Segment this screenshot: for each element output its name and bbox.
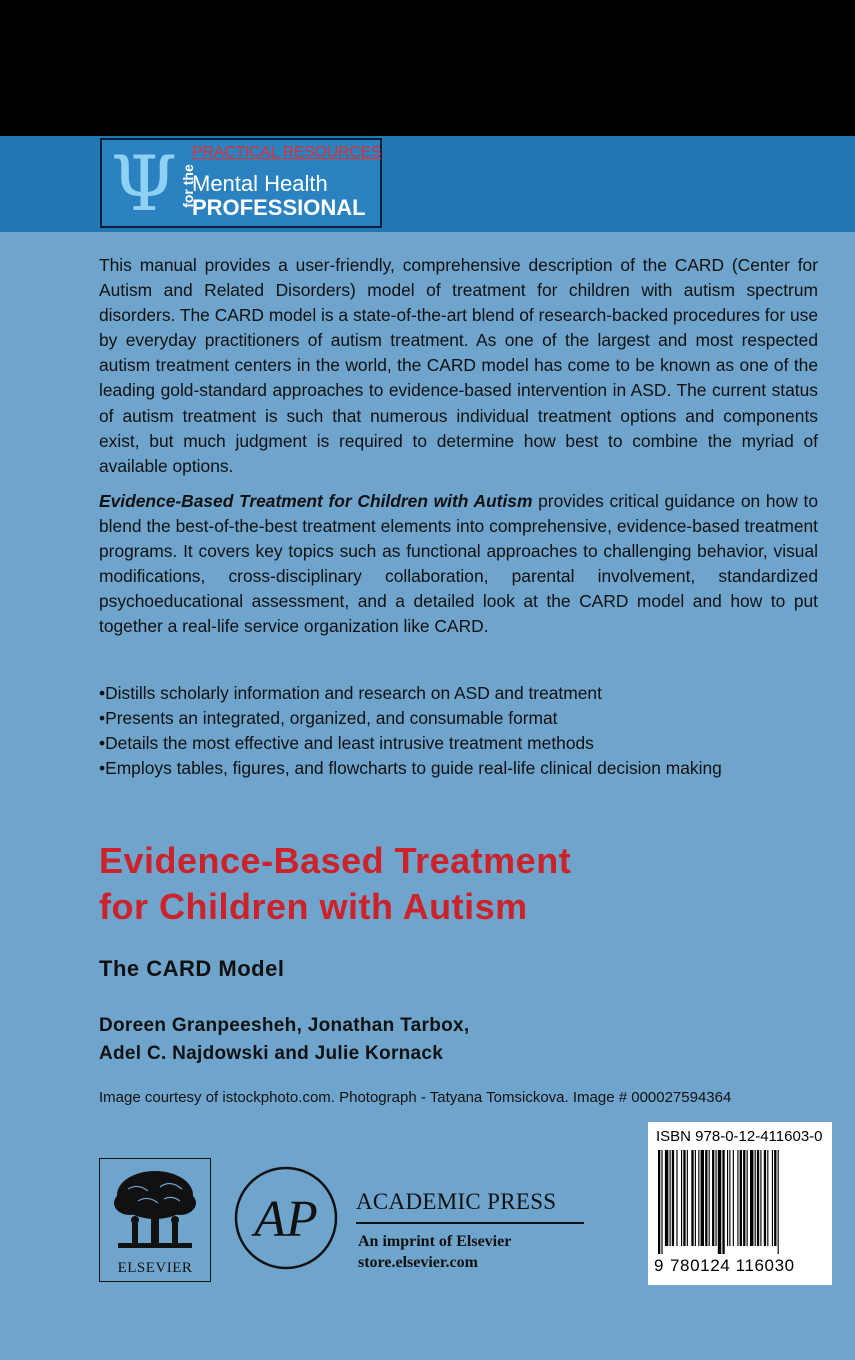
barcode-bar [764, 1150, 766, 1246]
barcode-bar [767, 1150, 768, 1246]
barcode-bar [661, 1150, 662, 1254]
book-title-line-2: for Children with Autism [99, 886, 528, 927]
elsevier-logo [99, 1158, 211, 1282]
barcode-bar [695, 1150, 696, 1246]
publisher-divider [356, 1222, 584, 1224]
barcode-bar [698, 1150, 699, 1246]
barcode-bar [718, 1150, 721, 1254]
barcode-lead-digit: 9 [654, 1256, 664, 1275]
barcode-bar [760, 1150, 761, 1246]
isbn-barcode [648, 1122, 832, 1285]
barcode-bar [737, 1150, 738, 1246]
elsevier-tree-icon [108, 1165, 202, 1257]
barcode-bar [716, 1150, 717, 1246]
publisher-website: store.elsevier.com [358, 1254, 478, 1271]
barcode-bar [670, 1150, 671, 1246]
top-black-band [0, 0, 855, 136]
description-paragraph-2-text: provides critical guidance on how to blend the best-of-the-best treatment elements into comprehensive, evidence-based treatment programs. It covers key topics such as functional approaches to challenging behavior, visual modifications, cross-disciplinary collaboration, parental involvement, standardized psychoeducational assessment, and a detailed look at the CARD model and how to put together a real-life service organization like CARD. [99, 491, 818, 637]
authors-line-1: Doreen Granpeesheh, Jonathan Tarbox, [99, 1015, 470, 1036]
publisher-imprint: An imprint of Elsevier [358, 1233, 512, 1250]
barcode-bar [755, 1150, 756, 1246]
series-professional: PROFESSIONAL [192, 195, 366, 220]
feature-list [99, 681, 829, 781]
barcode-bar [687, 1150, 688, 1246]
series-practical-resources: PRACTICAL RESOURCES [192, 144, 382, 161]
barcode-bar [672, 1150, 674, 1246]
book-title-inline: Evidence-Based Treatment for Children with Autism [99, 491, 533, 511]
feature-item: •Details the most effective and least intrusive treatment methods [99, 733, 594, 754]
barcode-bar [740, 1150, 742, 1246]
barcode-bar [757, 1150, 759, 1246]
academic-press-logo [232, 1164, 340, 1272]
barcode-bar [701, 1150, 704, 1246]
barcode-bar [774, 1150, 776, 1246]
barcode-bar [747, 1150, 748, 1246]
barcode-bar [722, 1150, 724, 1254]
series-for-the: for the [180, 164, 196, 208]
series-logo [100, 138, 382, 228]
barcode-bar [665, 1150, 668, 1246]
barcode-bars [656, 1150, 824, 1254]
feature-item: •Distills scholarly information and research on ASD and treatment [99, 683, 602, 703]
feature-item: •Employs tables, figures, and flowcharts to guide real-life clinical decision making [99, 758, 722, 779]
barcode-bar [750, 1150, 753, 1246]
book-authors [99, 1012, 619, 1068]
description-paragraph-2 [99, 489, 818, 640]
elsevier-wordmark: ELSEVIER [117, 1260, 193, 1276]
book-title [99, 838, 839, 930]
authors-line-2: Adel C. Najdowski and Julie Kornack [99, 1043, 444, 1064]
barcode-bar [705, 1150, 707, 1246]
barcode-bar [691, 1150, 693, 1246]
isbn-label: ISBN 978-0-12-411603-0 [656, 1128, 823, 1145]
barcode-bar [712, 1150, 714, 1246]
book-subtitle: The CARD Model [99, 956, 285, 981]
description-paragraph-1: This manual provides a user-friendly, comprehensive description of the CARD (Center for Autism and Related Disorders) model of treatment for children with autism spectrum disorders. The CARD model is a state-of-the-art blend of research-backed procedures for use by everyday practitioners of autism treatment. As one of the largest and most respected autism treatment centers in the world, the CARD model has come to be known as one of the leading gold-standard approaches to evidence-based intervention in ASD. The current status of autism treatment is such that numerous individual treatment options and components exist, but much judgment is required to determine how best to combine the myriad of available options. [99, 255, 818, 476]
barcode-bar [727, 1150, 728, 1246]
ap-monogram: AP [254, 1191, 318, 1248]
feature-item: •Presents an integrated, organized, and consumable format [99, 708, 558, 729]
barcode-bar [683, 1150, 685, 1246]
barcode-bar [681, 1150, 682, 1246]
barcode-bar [743, 1150, 745, 1246]
barcode-bar [772, 1150, 773, 1246]
psi-icon: Ψ [110, 139, 178, 228]
image-credit: Image courtesy of istockphoto.com. Photograph - Tatyana Tomsickova. Image # 000027594364 [99, 1089, 732, 1106]
book-title-line-1: Evidence-Based Treatment [99, 840, 572, 881]
barcode-digits: 780124 116030 [670, 1256, 795, 1275]
barcode-bar [676, 1150, 677, 1246]
barcode-bar [778, 1150, 779, 1254]
barcode-bar [658, 1150, 660, 1254]
academic-press-name: ACADEMIC PRESS [356, 1189, 557, 1214]
barcode-bar [733, 1150, 734, 1246]
barcode-bar [709, 1150, 710, 1246]
series-mental-health: Mental Health [192, 171, 328, 196]
barcode-bar [729, 1150, 730, 1246]
